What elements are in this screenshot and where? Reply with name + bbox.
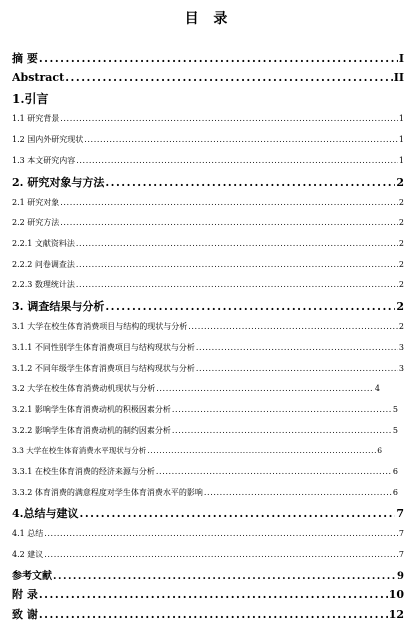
- toc-entry-3-2-2[interactable]: [12, 425, 398, 436]
- toc-entry-page: 7: [396, 507, 404, 520]
- leader-dots: [76, 260, 398, 269]
- toc-entry-label: 1.引言: [12, 92, 49, 106]
- toc-entry-label: 2.2.3 数理统计法: [12, 280, 75, 289]
- toc-entry-abstract-cn[interactable]: [12, 50, 404, 66]
- toc-entry-1-2[interactable]: [12, 134, 404, 145]
- toc-entry-2-1[interactable]: [12, 197, 404, 208]
- leader-dots: [188, 322, 398, 331]
- toc-entry-2-2-3[interactable]: [12, 279, 404, 290]
- toc-entry-page: 12: [388, 608, 404, 621]
- toc-entry-page: 2: [398, 198, 404, 207]
- leader-dots: [39, 608, 388, 621]
- toc-entry-page: 1: [398, 114, 404, 123]
- toc-entry-3-2[interactable]: [12, 383, 380, 394]
- toc-entry-chapter-3[interactable]: [12, 298, 404, 314]
- toc-entry-4-2[interactable]: [12, 549, 404, 560]
- toc-entry-abstract-en[interactable]: [12, 71, 404, 84]
- toc-entry-page: 2: [396, 300, 404, 313]
- toc-entry-page: II: [393, 71, 404, 84]
- toc-entry-page: 6: [377, 446, 382, 455]
- toc-entry-page: 6: [392, 467, 398, 476]
- toc-entry-label: 3.1.1 不同性别学生体育消费项目与结构现状与分析: [12, 343, 195, 352]
- toc-entry-page: 6: [392, 488, 398, 497]
- leader-dots: [44, 550, 398, 559]
- toc-entry-2-2-1[interactable]: [12, 238, 404, 249]
- toc-entry-label: 2.2.1 文献资料法: [12, 239, 75, 248]
- toc-entry-page: 3: [398, 343, 404, 352]
- toc-entry-label: 3.1 大学在校生体育消费项目与结构的现状与分析: [12, 322, 188, 331]
- leader-dots: [84, 135, 398, 144]
- leader-dots: [105, 300, 395, 313]
- toc-entry-3-3-1[interactable]: [12, 466, 398, 477]
- leader-dots: [60, 198, 398, 207]
- toc-entry-appendix[interactable]: [12, 586, 404, 602]
- toc-entry-label: 4.2 建议: [12, 550, 44, 559]
- leader-dots: [156, 384, 374, 393]
- toc-entry-label: 3.2.2 影响学生体育消费动机的制约因素分析: [12, 426, 171, 435]
- leader-dots: [44, 529, 398, 538]
- toc-entry-page: 2: [398, 322, 404, 331]
- leader-dots: [172, 405, 392, 414]
- leader-dots: [76, 280, 398, 289]
- toc-entry-label: 4.总结与建议: [12, 507, 79, 520]
- toc-entry-page: 2: [398, 218, 404, 227]
- toc-entry-page: 7: [398, 550, 404, 559]
- toc-entry-label: 3. 调查结果与分析: [12, 300, 105, 313]
- toc-entry-page: 3: [398, 364, 404, 373]
- toc-entry-1-1[interactable]: [12, 113, 404, 124]
- toc-entry-4-1[interactable]: [12, 528, 404, 539]
- toc-entry-page: 5: [392, 405, 398, 414]
- toc-entry-1-3[interactable]: [12, 155, 404, 166]
- leader-dots: [79, 507, 395, 520]
- toc-entry-2-2-2[interactable]: [12, 259, 404, 270]
- leader-dots: [172, 426, 392, 435]
- toc-entry-references[interactable]: [12, 567, 404, 582]
- toc-entry-page: 10: [388, 588, 404, 601]
- toc-entry-3-1[interactable]: [12, 321, 404, 332]
- toc-entry-chapter-4[interactable]: [12, 505, 404, 521]
- toc-entry-chapter-1[interactable]: [12, 90, 404, 107]
- toc-title: 目 录: [184, 11, 233, 27]
- toc-entry-acknowledgements[interactable]: [12, 606, 404, 622]
- toc-entry-page: 5: [392, 426, 398, 435]
- toc-entry-page: 2: [398, 280, 404, 289]
- leader-dots: [76, 239, 398, 248]
- toc-entry-label: 2. 研究对象与方法: [12, 176, 105, 189]
- toc-entry-3-3[interactable]: [12, 445, 382, 456]
- leader-dots: [105, 176, 395, 189]
- toc-entry-label: 3.3.1 在校生体育消费的经济来源与分析: [12, 467, 155, 476]
- leader-dots: [60, 114, 398, 123]
- toc-entry-label: 2.2 研究方法: [12, 218, 60, 227]
- toc-entry-3-2-1[interactable]: [12, 404, 398, 415]
- leader-dots: [53, 571, 396, 582]
- leader-dots: [156, 467, 392, 476]
- toc-entry-label: 摘 要: [12, 52, 38, 65]
- toc-entry-3-1-1[interactable]: [12, 342, 404, 353]
- toc-entry-label: 2.1 研究对象: [12, 198, 60, 207]
- toc-entry-label: 3.3.2 体育消费的满意程度对学生体育消费水平的影响: [12, 488, 203, 497]
- toc-entry-label: 1.2 国内外研究现状: [12, 135, 84, 144]
- toc-entry-page: 2: [396, 176, 404, 189]
- toc-entry-2-2[interactable]: [12, 217, 404, 228]
- leader-dots: [147, 446, 376, 455]
- toc-entry-page: 2: [398, 260, 404, 269]
- toc-entry-label: 2.2.2 问卷调查法: [12, 260, 75, 269]
- toc-entry-label: 3.2.1 影响学生体育消费动机的积极因素分析: [12, 405, 171, 414]
- toc-entry-chapter-2[interactable]: [12, 174, 404, 190]
- toc-entry-label: 4.1 总结: [12, 529, 44, 538]
- leader-dots: [196, 364, 398, 373]
- toc-entry-label: 3.2 大学在校生体育消费动机现状与分析: [12, 384, 156, 393]
- leader-dots: [204, 488, 392, 497]
- leader-dots: [65, 71, 393, 84]
- toc-entry-label: 3.1.2 不同年级学生体育消费项目与结构现状与分析: [12, 364, 195, 373]
- leader-dots: [60, 218, 398, 227]
- toc-entry-page: 7: [398, 529, 404, 538]
- toc-entry-page: 1: [398, 156, 404, 165]
- toc-entry-page: 2: [398, 239, 404, 248]
- leader-dots: [76, 156, 398, 165]
- toc-entry-3-3-2[interactable]: [12, 487, 398, 498]
- toc-entry-label: 3.3 大学在校生体育消费水平现状与分析: [12, 446, 147, 455]
- toc-entry-page: 1: [398, 135, 404, 144]
- toc-entry-label: 参考文献: [12, 571, 52, 582]
- toc-entry-label: Abstract: [12, 71, 65, 84]
- leader-dots: [39, 588, 388, 601]
- toc-entry-label: 附 录: [12, 588, 38, 601]
- toc-entry-3-1-2[interactable]: [12, 363, 404, 374]
- toc-entry-label: 致 谢: [12, 608, 38, 621]
- toc-entry-label: 1.1 研究背景: [12, 114, 60, 123]
- toc-entry-page: I: [398, 52, 404, 65]
- leader-dots: [39, 52, 398, 65]
- leader-dots: [196, 343, 398, 352]
- toc-entry-page: 4: [374, 384, 380, 393]
- toc-entry-label: 1.3 本文研究内容: [12, 156, 76, 165]
- toc-entry-page: 9: [397, 571, 404, 582]
